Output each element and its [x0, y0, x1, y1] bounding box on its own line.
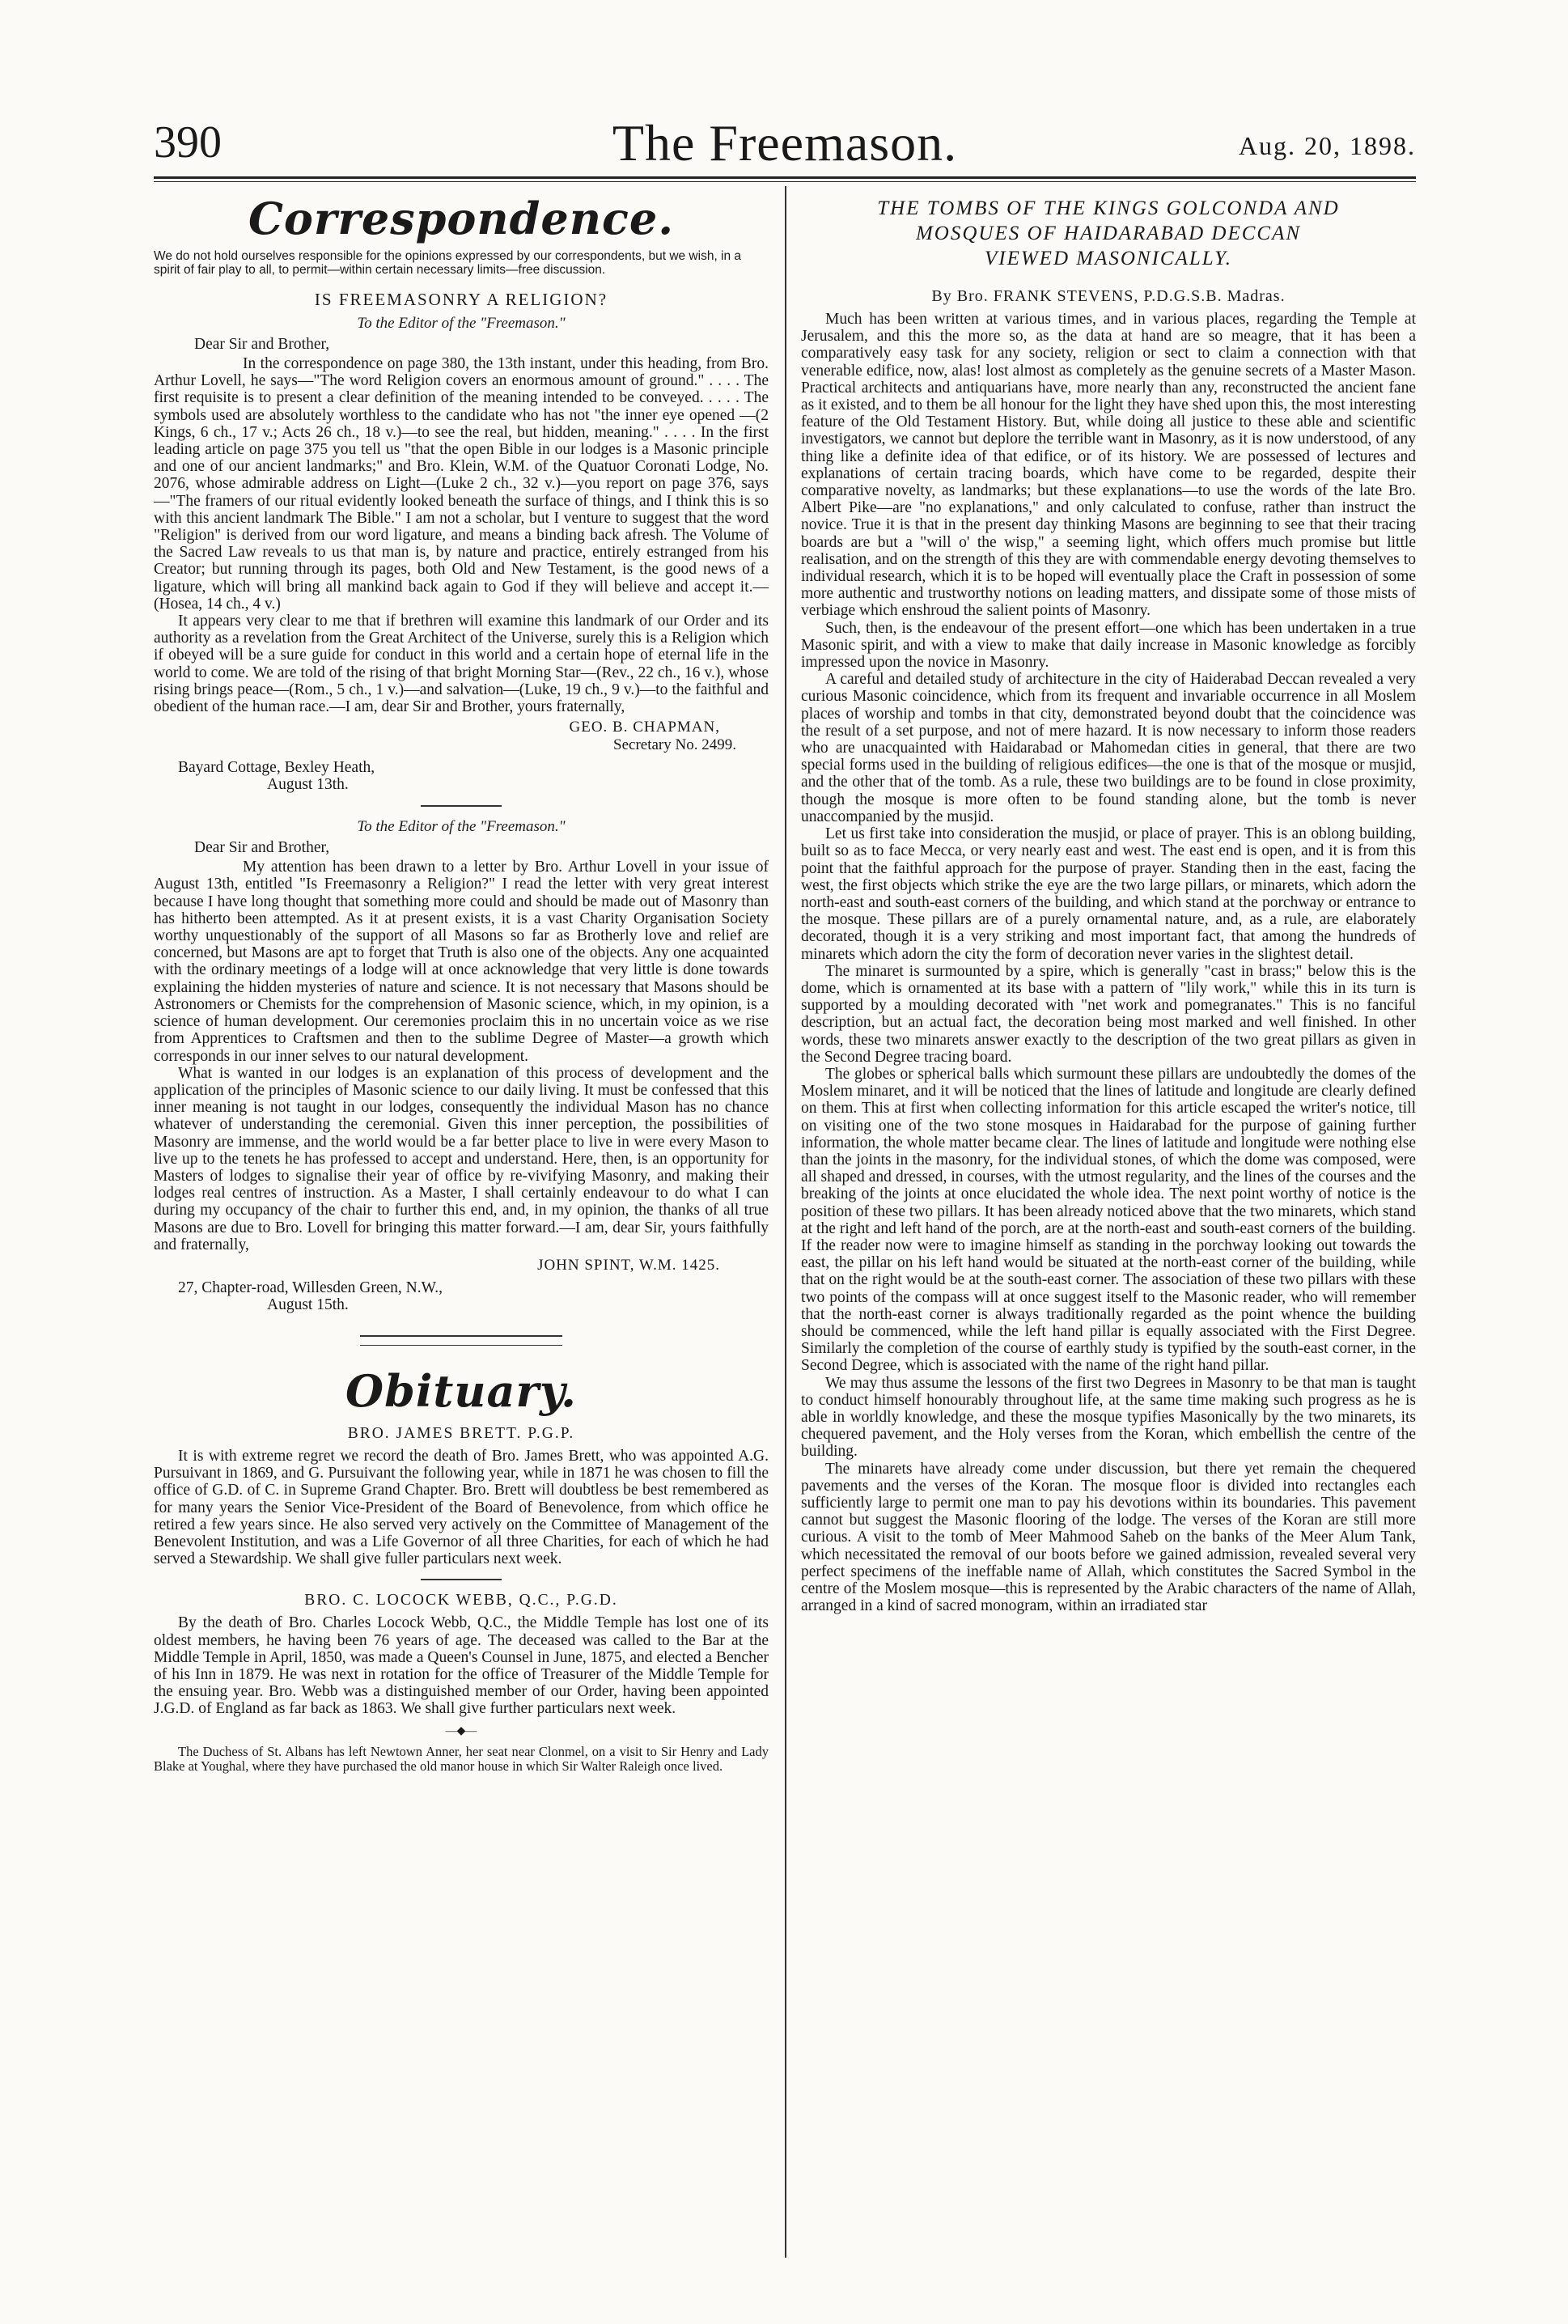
obituary-text: It is with extreme regret we record the death of Bro. James Brett, who was appointed A.G. Pursuivant in 1869, and G. Pursuivant the following year, while in 1871 he was chosen to fill the office of G.D. of C. in Supreme Grand Chapter. Bro. Brett will doubtless be best remembered as for many years the Senior Vice-President of the Board of Benevolence, from which office he retired a few years since. He also served very actively on the Committee of Management of the Benevolent Institution, and was a Life Governor of all three Charities, for each of which he had served a Stewardship. We shall give fuller particulars next week. [154, 1447, 769, 1568]
letter2-signature: JOHN SPINT, W.M. 1425. [537, 1256, 720, 1274]
header-rule-thin [154, 181, 1416, 182]
letter1-address-date: August 13th. [267, 776, 349, 794]
column-divider [785, 186, 786, 2258]
letter2-address-date: August 15th. [267, 1296, 349, 1313]
article-paragraph: Much has been written at various times, and in various places, regarding the Temple at Jerusalem, and this the more so, as the data at hand are so meagre, that it has been a comparatively easy task for any society, religion or sect to claim a connection with that venerable edifice, now, alas! lost almost as completely as the genuine secrets of a Master Mason. Practical architects and antiquarians have, more nearly than any, reconstructed the ancient fane as it existed, and to them be all honour for the light they have shed upon this, the most interesting feature of the Old Testament History. But, while doing all justice to these able and scientific investigators, we cannot but deplore the terrible want in Masonry, as it is now understood, of any thing like a definite idea of that edifice, or of its history. We are possessed of lectures and explanations of certain tracing boards, which have come to be regarded, despite their comparative novelty, as landmarks; but these explanations—to use the words of the late Bro. Albert Pike—are "no explanations," and only calculated to confuse, rather than instruct the novice. True it is that in the present day thinking Masons are beginning to see that their tracing boards are but a "will o' the wisp," a seeming light, which offers much promise but little realisation, and on the strength of this they are with commendable energy devoting themselves to individual research, which it is to be hoped will eventually place the Craft in possession of some more authentic and trustworthy notions on leading matters, and dissipate some of those mists of verbiage which enshroud the salient points of Masonry. [801, 311, 1416, 620]
obituary-heading: Obituary. [345, 1364, 577, 1417]
section-rule-thin [360, 1345, 562, 1346]
letter1-to-editor: To the Editor of the "Freemason." [357, 315, 566, 332]
obituary-name: BRO. C. LOCOCK WEBB, Q.C., P.G.D. [304, 1592, 618, 1609]
article-title-line: THE TOMBS OF THE KINGS GOLCONDA AND [877, 197, 1340, 219]
letter2-to-editor: To the Editor of the "Freemason." [357, 818, 566, 836]
article-paragraph: Such, then, is the endeavour of the present effort—one which has been undertaken in a true Masonic spirit, and with a view to make that daily increase in Masonic knowledge as forcibly impressed upon the novice in Masonry. [801, 619, 1416, 672]
obituary-separator [421, 1579, 502, 1580]
letter1-address: Bayard Cottage, Bexley Heath, [178, 759, 375, 777]
letter2-paragraph: What is wanted in our lodges is an explanation of this process of development and the application of the principles of Masonic science to our daily living. It must be confessed that this inner meaning is not taught in our lodges, consequently the individual Mason has no chance whatever of understanding the ceremonial. Given this inner perception, the possibilities of Masonry are immense, and the world would be a far better place to live in were every Mason to live up to the tenets he has professed to accept and understand. Here, then, is an opportunity for Masters of lodges to signalise their year of office by re-vivifying Masonry, and making their lodges real centres of instruction. As a Master, I shall certainly endeavour to do what I can during my occupancy of the chair to further this end, and, in my opinion, the thanks of all true Masons are due to Bro. Lovell for bringing this matter forward.—I am, dear Sir, yours faithfully and fraternally, [154, 1064, 769, 1253]
newspaper-title: The Freemason. [612, 114, 958, 172]
correspondence-disclaimer: We do not hold ourselves responsible for the opinions expressed by our correspondents, but we wish, in a spirit of fair play to all, to permit—within certain necessary limits—free discussion. [154, 249, 742, 277]
article-paragraph: The minarets have already come under discussion, but there yet remain the chequered pavements and the verses of the Koran. The mosque floor is divided into rectangles each sufficiently large to permit one man to pay his devotions within its boundaries. This pavement cannot but suggest the Masonic flooring of the lodge. The verses of the Koran are still more curious. A visit to the tomb of Meer Mahmood Saheb on the banks of the Meer Alum Tank, which necessitated the removal of our boots before we gained admission, revealed several very perfect specimens of the ineffable name of Allah, which constitutes the Sacred Symbol in the centre of the Moslem mosque—this is represented by the Arabic characters of the name of Allah, arranged in a kind of sacred monogram, within an irradiated star [801, 1460, 1416, 1615]
letter1-signature-title: Secretary No. 2499. [613, 736, 736, 754]
article-paragraph: Let us first take into consideration the musjid, or place of prayer. This is an oblong building, built so as to face Mecca, or very nearly east and west. The east end is open, and it is from this point that the faithful approach for the purpose of prayer. Standing then in the east, facing the west, the first objects which strike the eye are the two large pillars, or minarets, which adorn the north-east and south-east corners of the building, and which stand at the porchway or entrance to the mosque. These pillars are of a purely ornamental nature, and, as a rule, are elaborately decorated, though it is a very striking and most important fact, that among the hundreds of minarets which adorn the city the form of decoration never varies in the slightest detail. [801, 825, 1416, 963]
ornament-divider: —◆— [445, 1724, 477, 1737]
article-paragraph: We may thus assume the lessons of the first two Degrees in Masonry to be that man is taught to conduct himself honourably throughout life, at the same time making such progress as he is able in worldly knowledge, and these the mosque typifies Masonically by the two minarets, its chequered pavement, and the Holy verses from the Koran, which embellish the centre of the building. [801, 1374, 1416, 1461]
article-paragraph: A careful and detailed study of architecture in the city of Haiderabad Deccan revealed a very curious Masonic coincidence, which from its frequent and invariable occurrence in all Moslem places of worship and tombs in that city, demonstrated beyond doubt that the coincidence was the result of a set purpose, and not of mere hazard. It is now necessary to inform those readers who are unacquainted with Haidarabad or Mahomedan cities in general, that there are two special forms used in the building of religious edifices—the one is that of the mosque or musjid, and the other that of the tomb. As a rule, these two buildings are to be found in close proximity, though the mosque is more often to be found standing alone, but the tomb is never unaccompanied by the musjid. [801, 671, 1416, 825]
header-rule [154, 176, 1416, 179]
article-title-line: MOSQUES OF HAIDARABAD DECCAN [915, 223, 1302, 244]
article-byline: By Bro. FRANK STEVENS, P.D.G.S.B. Madras. [931, 287, 1286, 305]
issue-date: Aug. 20, 1898. [1238, 131, 1416, 160]
letter1-title: IS FREEMASONRY A RELIGION? [314, 290, 608, 309]
obituary-name: BRO. JAMES BRETT. P.G.P. [347, 1424, 575, 1442]
article-title-line: VIEWED MASONICALLY. [984, 248, 1233, 269]
letter1-paragraph: In the correspondence on page 380, the 13th instant, under this heading, from Bro. Arthur Lovell, he says—"The word Religion covers an enormous amount of ground." . . . . The first requisite is to present a clear definition of the meaning intended to be conveyed. . . . . The symbols used are absolutely worthless to the candidate who has not "the inner eye opened —(2 Kings, 6 ch., 17 v.; Acts 26 ch., 18 v.)—to see the real, but hidden, meaning." . . . . In the first leading article on page 375 you tell us "that the open Bible in our lodges is a Masonic principle and one of our ancient landmarks;" and Bro. Klein, W.M. of the Quatuor Coronati Lodge, No. 2076, whose admirable address on Light—(Luke 2 ch., 32 v.)—you report on page 376, says—"The framers of our ritual evidently looked beneath the surface of things, and I think this is so with this ancient landmark The Bible." I am not a scholar, but I venture to suggest that the word "Religion" is derived from our word ligature, and means a binding back afresh. The Volume of the Sacred Law reveals to us that man is, by nature and practice, entirely estranged from his Creator; but running through its pages, both Old and New Testament, is the good news of a ligature, which will bring all mankind back again to God if they will believe and accept it.—(Hosea, 14 ch., 4 v.) [154, 355, 769, 613]
letter-separator [421, 805, 502, 807]
letter1-paragraph: It appears very clear to me that if brethren will examine this landmark of our Order and its authority as a revelation from the Great Architect of the Universe, surely this is a Religion which if obeyed will be a sure guide for conduct in this world and a certain hope of eternal life in the world to come. We are told of the rising of that bright Morning Star—(Rev., 22 ch., 16 v.), whose rising brings peace—(Rom., 5 ch., 1 v.)—and salvation—(Luke, 19 ch., 9 v.)—to the faithful and obedient of the human race.—I am, dear Sir and Brother, yours fraternally, [154, 613, 769, 716]
masthead [154, 113, 1416, 170]
section-rule [360, 1335, 562, 1337]
article-title [801, 196, 1416, 271]
article-paragraph: The minaret is surmounted by a spire, which is generally "cast in brass;" below this is the dome, which is ornamented at its base with a pattern of "lily work," while this in its turn is supported by a moulding decorated with "net work and pomegranates." This is no fanciful description, but an actual fact, the decoration being most marked and well finished. In other words, these two minarets answer exactly to the description of the two great pillars as given in the Second Degree tracing board. [801, 962, 1416, 1066]
article-paragraph: The globes or spherical balls which surmount these pillars are undoubtedly the domes of the Moslem minaret, and it will be noticed that the lines of latitude and longitude are clearly defined on them. This at first when collecting information for this article escaped the writer's notice, till on visiting one of the two stone mosques in Haidarabad for the purpose of gaining further information, the whole matter became clear. The lines of latitude and longitude were nothing else than the joints in the masonry, for the individual stones, of which the dome was composed, were all shaped and dressed, in courses, with the utmost regularity, and the lines of the courses and the breaking of the joints at once elucidated the whole idea. The next point worthy of notice is the position of these two pillars. It has been already noticed above that the two minarets, which stand at the right and left hand of the porch, are at the north-east and south-east corners of the building. If the reader now were to imagine himself as standing in the porchway looking out towards the east, the pillar on his left hand would be situated at the north-east corner of the building, while that on the right would be at the south-east corner. The association of these two pillars with these two points of the compass will at once suggest itself to the Masonic reader, who will remember that the north-east corner is always traditionally regarded as the point whence the building should be commenced, while the left hand pillar is equally associated with the First Degree. Similarly the completion of the course of earthly study is typified by the south-east corner, in the Second Degree, which is associated with the name of the right hand pillar. [801, 1065, 1416, 1375]
page-number: 390 [154, 117, 222, 168]
letter1-signature: GEO. B. CHAPMAN, [569, 719, 720, 736]
letter2-address: 27, Chapter-road, Willesden Green, N.W., [178, 1279, 443, 1296]
letter2-salutation: Dear Sir and Brother, [194, 839, 330, 857]
obituary-text: By the death of Bro. Charles Locock Webb, Q.C., the Middle Temple has lost one of its oldest members, he having been 76 years of age. The deceased was called to the Bar at the Middle Temple in April, 1850, was made a Queen's Counsel in June, 1875, and elected a Bencher of his Inn in 1879. He was next in rotation for the office of Treasurer of the Middle Temple for the ensuing year. Bro. Webb was a distinguished member of our Order, having been appointed J.G.D. of England as far back as 1863. We shall give further particulars next week. [154, 1614, 769, 1718]
right-column [801, 193, 1416, 1614]
letter1-salutation: Dear Sir and Brother, [194, 336, 330, 353]
left-column [154, 193, 769, 1774]
correspondence-heading: Correspondence. [248, 193, 675, 244]
news-note: The Duchess of St. Albans has left Newtown Anner, her seat near Clonmel, on a visit to Sir Henry and Lady Blake at Youghal, where they have purchased the old manor house in which Sir Walter Raleigh once lived. [154, 1743, 769, 1774]
letter2-paragraph: My attention has been drawn to a letter by Bro. Arthur Lovell in your issue of August 13th, entitled "Is Freemasonry a Religion?" I read the letter with very great interest because I have long thought that something more could and should be made out of Masonry than has hitherto been attempted. As it at present exists, it is a vast Charity Organisation Society worthy unquestionably of the support of all Masons so far as Brotherly love and relief are concerned, but Masons are apt to forget that Truth is also one of the objects. Any one acquainted with the ordinary meetings of a lodge will at once acknowledge that very little is done towards explaining the hidden mysteries of nature and science. It is not necessary that Masons should be Astronomers or Chemists for the comprehension of Masonic science, which, in my opinion, is a science of human development. Our ceremonies proclaim this in no uncertain voice as we rise from Apprentices to Craftsmen and then to the sublime Degree of Master—a growth which corresponds in our inner selves to our natural development. [154, 859, 769, 1065]
